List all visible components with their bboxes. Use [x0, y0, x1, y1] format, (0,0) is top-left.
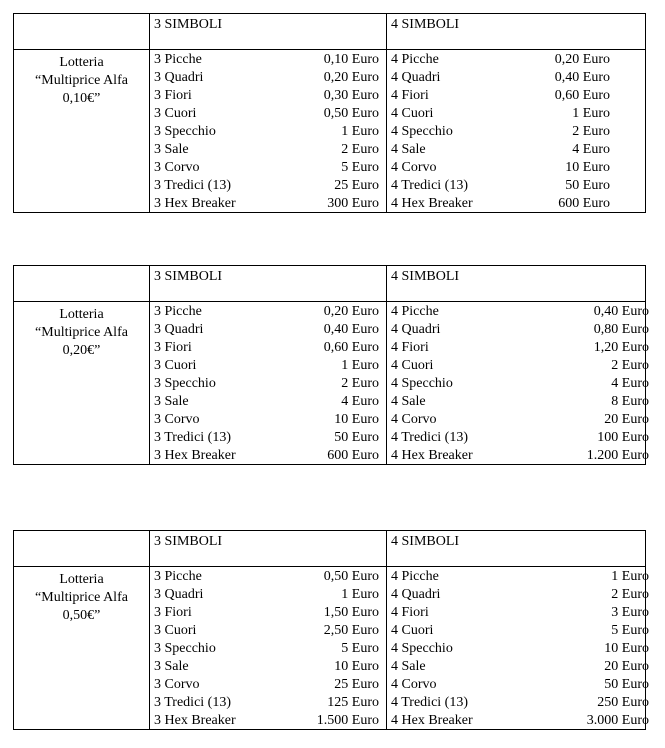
prize-value: 25 Euro [334, 677, 379, 692]
prize-value: 1,20 Euro [593, 340, 649, 355]
table-row [154, 676, 379, 694]
prize-table [13, 13, 646, 213]
table-row [391, 357, 649, 375]
symbol-name: 3 Tredici (13) [154, 695, 231, 710]
header-4-simboli: 4 SIMBOLI [391, 534, 460, 549]
symbol-name: 3 Quadri [154, 70, 204, 85]
table-row [154, 357, 379, 375]
prize-value: 3.000 Euro [586, 713, 649, 728]
table-row [154, 87, 379, 105]
prize-value: 4 Euro [572, 142, 610, 157]
prize-value: 0,20 Euro [554, 52, 610, 67]
symbol-name: 4 Fiori [391, 605, 429, 620]
table-row [154, 123, 379, 141]
prize-value: 1.200 Euro [586, 448, 649, 463]
prize-value: 2 Euro [611, 358, 649, 373]
symbol-name: 4 Quadri [391, 322, 441, 337]
lottery-label [14, 306, 149, 360]
symbol-name: 4 Tredici (13) [391, 178, 468, 193]
symbol-name: 4 Specchio [391, 376, 453, 391]
table-row [391, 411, 649, 429]
prize-value: 4 Euro [341, 394, 379, 409]
prize-value: 2 Euro [611, 587, 649, 602]
symbol-name: 3 Picche [154, 304, 202, 319]
symbol-name: 4 Corvo [391, 412, 437, 427]
prize-value: 2 Euro [341, 142, 379, 157]
symbol-name: 4 Sale [391, 394, 426, 409]
lottery-label-line: “Multiprice Alfa [35, 590, 128, 605]
table-row [391, 321, 649, 339]
symbol-name: 3 Hex Breaker [154, 713, 236, 728]
table-row [391, 429, 649, 447]
prize-value: 20 Euro [604, 412, 649, 427]
header-4-simboli: 4 SIMBOLI [391, 17, 460, 32]
column-4-simboli [391, 51, 610, 213]
header-3-simboli: 3 SIMBOLI [154, 534, 223, 549]
prize-value: 0,20 Euro [323, 304, 379, 319]
column-3-simboli [154, 303, 379, 465]
lottery-label-line: 0,10€” [62, 91, 101, 106]
prize-value: 4 Euro [611, 376, 649, 391]
prize-value: 0,60 Euro [554, 88, 610, 103]
table-body [14, 567, 649, 729]
table-row [154, 429, 379, 447]
prize-table [13, 265, 649, 465]
table-row [391, 712, 649, 730]
symbol-name: 4 Specchio [391, 124, 453, 139]
table-row [391, 447, 649, 465]
lottery-label-line: 0,20€” [62, 343, 101, 358]
table-row [154, 303, 379, 321]
symbol-name: 4 Sale [391, 142, 426, 157]
prize-value: 0,20 Euro [323, 70, 379, 85]
prize-value: 10 Euro [334, 659, 379, 674]
prize-value: 300 Euro [327, 196, 379, 211]
prize-value: 1 Euro [572, 106, 610, 121]
table-row [391, 339, 649, 357]
symbol-name: 4 Quadri [391, 70, 441, 85]
prize-value: 0,10 Euro [323, 52, 379, 67]
table-row [391, 658, 649, 676]
prize-value: 0,50 Euro [323, 569, 379, 584]
symbol-name: 3 Cuori [154, 623, 197, 638]
prize-value: 3 Euro [611, 605, 649, 620]
column-3-simboli [154, 568, 379, 730]
prize-value: 2 Euro [341, 376, 379, 391]
symbol-name: 3 Corvo [154, 677, 200, 692]
lottery-label-line: Lotteria [59, 572, 104, 587]
table-header-row [14, 266, 645, 302]
symbol-name: 3 Quadri [154, 587, 204, 602]
table-row [391, 303, 649, 321]
prize-value: 25 Euro [334, 178, 379, 193]
prize-value: 250 Euro [597, 695, 649, 710]
prize-value: 1 Euro [341, 587, 379, 602]
table-row [154, 159, 379, 177]
table-body [14, 302, 649, 464]
symbol-name: 4 Picche [391, 569, 439, 584]
prize-value: 2,50 Euro [323, 623, 379, 638]
header-3-simboli: 3 SIMBOLI [154, 269, 223, 284]
table-row [154, 141, 379, 159]
table-row [154, 375, 379, 393]
lottery-label-line: Lotteria [59, 55, 104, 70]
symbol-name: 3 Picche [154, 569, 202, 584]
table-row [391, 123, 610, 141]
symbol-name: 4 Fiori [391, 340, 429, 355]
table-row [154, 393, 379, 411]
prize-value: 2 Euro [572, 124, 610, 139]
table-row [391, 69, 610, 87]
table-body [14, 50, 645, 212]
symbol-name: 3 Fiori [154, 88, 192, 103]
symbol-name: 4 Fiori [391, 88, 429, 103]
prize-value: 600 Euro [558, 196, 610, 211]
table-row [391, 195, 610, 213]
prize-value: 0,50 Euro [323, 106, 379, 121]
lottery-label [14, 571, 149, 625]
symbol-name: 3 Fiori [154, 605, 192, 620]
symbol-name: 3 Specchio [154, 376, 216, 391]
prize-value: 0,40 Euro [554, 70, 610, 85]
prize-value: 0,40 Euro [593, 304, 649, 319]
prize-value: 10 Euro [604, 641, 649, 656]
lottery-label-line: “Multiprice Alfa [35, 325, 128, 340]
prize-value: 1 Euro [341, 358, 379, 373]
symbol-name: 4 Cuori [391, 623, 434, 638]
symbol-name: 4 Picche [391, 304, 439, 319]
table-row [154, 69, 379, 87]
prize-value: 8 Euro [611, 394, 649, 409]
prize-value: 100 Euro [597, 430, 649, 445]
symbol-name: 3 Corvo [154, 412, 200, 427]
table-row [154, 321, 379, 339]
symbol-name: 4 Sale [391, 659, 426, 674]
table-header-row [14, 531, 645, 567]
table-row [391, 676, 649, 694]
prize-value: 5 Euro [611, 623, 649, 638]
symbol-name: 3 Sale [154, 142, 189, 157]
column-3-simboli [154, 51, 379, 213]
prize-value: 1 Euro [341, 124, 379, 139]
prize-value: 50 Euro [565, 178, 610, 193]
table-row [154, 177, 379, 195]
table-row [391, 694, 649, 712]
symbol-name: 4 Picche [391, 52, 439, 67]
table-row [154, 339, 379, 357]
symbol-name: 3 Cuori [154, 358, 197, 373]
table-row [391, 105, 610, 123]
table-row [154, 640, 379, 658]
symbol-name: 4 Specchio [391, 641, 453, 656]
symbol-name: 3 Specchio [154, 641, 216, 656]
symbol-name: 4 Hex Breaker [391, 196, 473, 211]
symbol-name: 3 Corvo [154, 160, 200, 175]
prize-value: 0,60 Euro [323, 340, 379, 355]
symbol-name: 3 Quadri [154, 322, 204, 337]
prize-value: 1 Euro [611, 569, 649, 584]
prize-value: 1,50 Euro [323, 605, 379, 620]
table-row [154, 447, 379, 465]
symbol-name: 3 Sale [154, 659, 189, 674]
prize-value: 5 Euro [341, 641, 379, 656]
table-row [391, 640, 649, 658]
symbol-name: 4 Hex Breaker [391, 448, 473, 463]
lottery-label [14, 54, 149, 108]
table-row [154, 604, 379, 622]
symbol-name: 3 Hex Breaker [154, 196, 236, 211]
symbol-name: 4 Tredici (13) [391, 430, 468, 445]
prize-table [13, 530, 649, 730]
lottery-label-line: “Multiprice Alfa [35, 73, 128, 88]
symbol-name: 4 Cuori [391, 106, 434, 121]
table-row [154, 712, 379, 730]
symbol-name: 4 Quadri [391, 587, 441, 602]
symbol-name: 4 Tredici (13) [391, 695, 468, 710]
lottery-label-line: 0,50€” [62, 608, 101, 623]
column-4-simboli [391, 303, 649, 465]
table-row [154, 105, 379, 123]
table-row [391, 141, 610, 159]
table-row [391, 586, 649, 604]
table-row [391, 622, 649, 640]
prize-value: 10 Euro [565, 160, 610, 175]
prize-value: 20 Euro [604, 659, 649, 674]
table-row [391, 604, 649, 622]
prize-value: 0,40 Euro [323, 322, 379, 337]
table-row [391, 87, 610, 105]
symbol-name: 3 Fiori [154, 340, 192, 355]
prize-value: 1.500 Euro [316, 713, 379, 728]
prize-value: 50 Euro [604, 677, 649, 692]
symbol-name: 3 Sale [154, 394, 189, 409]
table-row [391, 393, 649, 411]
symbol-name: 3 Picche [154, 52, 202, 67]
lottery-label-line: Lotteria [59, 307, 104, 322]
table-row [154, 195, 379, 213]
symbol-name: 3 Specchio [154, 124, 216, 139]
table-row [391, 159, 610, 177]
table-row [154, 568, 379, 586]
prize-value: 50 Euro [334, 430, 379, 445]
table-row [154, 411, 379, 429]
symbol-name: 4 Corvo [391, 160, 437, 175]
symbol-name: 3 Hex Breaker [154, 448, 236, 463]
table-row [391, 568, 649, 586]
symbol-name: 3 Cuori [154, 106, 197, 121]
symbol-name: 3 Tredici (13) [154, 178, 231, 193]
table-row [391, 177, 610, 195]
prize-value: 600 Euro [327, 448, 379, 463]
table-row [391, 375, 649, 393]
symbol-name: 4 Hex Breaker [391, 713, 473, 728]
prize-value: 5 Euro [341, 160, 379, 175]
symbol-name: 3 Tredici (13) [154, 430, 231, 445]
table-header-row [14, 14, 645, 50]
prize-value: 10 Euro [334, 412, 379, 427]
header-3-simboli: 3 SIMBOLI [154, 17, 223, 32]
prize-value: 125 Euro [327, 695, 379, 710]
table-row [154, 586, 379, 604]
prize-value: 0,30 Euro [323, 88, 379, 103]
table-row [154, 658, 379, 676]
column-4-simboli [391, 568, 649, 730]
symbol-name: 4 Cuori [391, 358, 434, 373]
table-row [154, 694, 379, 712]
table-row [391, 51, 610, 69]
header-4-simboli: 4 SIMBOLI [391, 269, 460, 284]
table-row [154, 51, 379, 69]
symbol-name: 4 Corvo [391, 677, 437, 692]
prize-value: 0,80 Euro [593, 322, 649, 337]
table-row [154, 622, 379, 640]
